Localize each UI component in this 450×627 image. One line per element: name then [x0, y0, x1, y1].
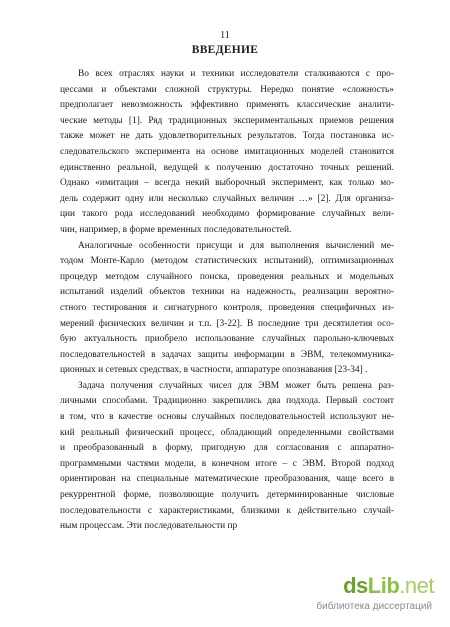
text-line: ческие методы [1]. Ряд традиционных экспериментальных приемов решения [60, 115, 394, 126]
text-line: дель содержит одну или несколько случайных величин …» [2]. Для организа- [60, 193, 394, 204]
dslib-watermark [280, 573, 440, 619]
text-line: последовательностей в задачах защиты информации в ЭВМ, телекоммуника- [60, 349, 394, 360]
text-line: программными частями модели, в конечном итоге – с ЭВМ. Второй подход [60, 458, 394, 469]
text-line: чин, например, в форме временных последовательностей. [60, 224, 292, 235]
text-line: рекуррентной форме, позволяющие получить детерминированные числовые [60, 490, 394, 501]
text-line: ции такого рода исследований необходимо формирование случайных вели- [60, 209, 394, 220]
text-line: ориентирован на специальные математические преобразования, чаще всего в [60, 474, 394, 485]
text-line: тодом Монте-Карло (методом статистических испытаний), оптимизационных [60, 256, 394, 267]
text-line: цессами и объектами сложной структуры. Нередко понятие «сложность» [60, 84, 394, 95]
text-line: предполагает невозможность эффективно применять классические аналити- [60, 100, 394, 111]
page-number: 11 [220, 30, 230, 41]
dslib-logo [343, 573, 434, 599]
text-line: единственно реальной, ведущей к получению достаточно точных решений. [60, 162, 394, 173]
text-line: личными способами. Традиционно закрепились два подхода. Первый состоит [60, 396, 394, 407]
page-title: ВВЕДЕНИЕ [191, 44, 259, 56]
text-line: бую актуальность приобрело использование случайных парольно-ключевых [60, 334, 394, 345]
text-line: испытаний изделий объектов техники на надежность, реализации вероятно- [60, 287, 394, 298]
text-line: процедур методом случайного поиска, проведения реальных и модельных [60, 271, 394, 282]
text-line: ным процессам. Эти последовательности пр [60, 521, 238, 532]
text-line: стного тестирования и сигнатурного контроля, проведения специфичных из- [60, 302, 394, 313]
text-line: Аналогичные особенности присущи и для выполнения вычислений ме- [78, 240, 394, 251]
text-line: мерений физических величин и т.п. [3-22]. В последние три десятилетия осо- [60, 318, 394, 329]
text-line: в том, что в качестве основы случайных последовательностей используют не- [60, 412, 394, 423]
text-line: ционных и сетевых средствах, в частности, аппаратуре опознавания [23-34] . [60, 365, 368, 376]
text-line: последовательности с характеристиками, близкими к действительно случай- [60, 505, 394, 516]
text-line: Во всех отраслях науки и техники исследователи сталкиваются с про- [78, 69, 394, 79]
watermark-subtitle: библиотека диссертаций [316, 601, 432, 612]
text-line: Однако «имитация – всегда некий выборочный эксперимент, как только мо- [60, 178, 394, 189]
logo-net: .net [399, 573, 434, 598]
text-line: следовательского эксперимента на основе имитационных моделей становится [60, 146, 394, 157]
text-line: также может не дать удовлетворительных результатов. Тогда постановка ис- [60, 131, 394, 142]
text-line: Задача получения случайных чисел для ЭВМ может быть решена раз- [78, 380, 394, 391]
logo-ds: ds [343, 573, 368, 598]
logo-lib: Lib [367, 573, 400, 598]
body-text [60, 67, 394, 535]
text-line: и преобразованный в форму, пригодную для согласования с аппаратно- [60, 443, 394, 454]
text-line: кий реальный физический процесс, обладающий определенными свойствами [60, 427, 394, 438]
